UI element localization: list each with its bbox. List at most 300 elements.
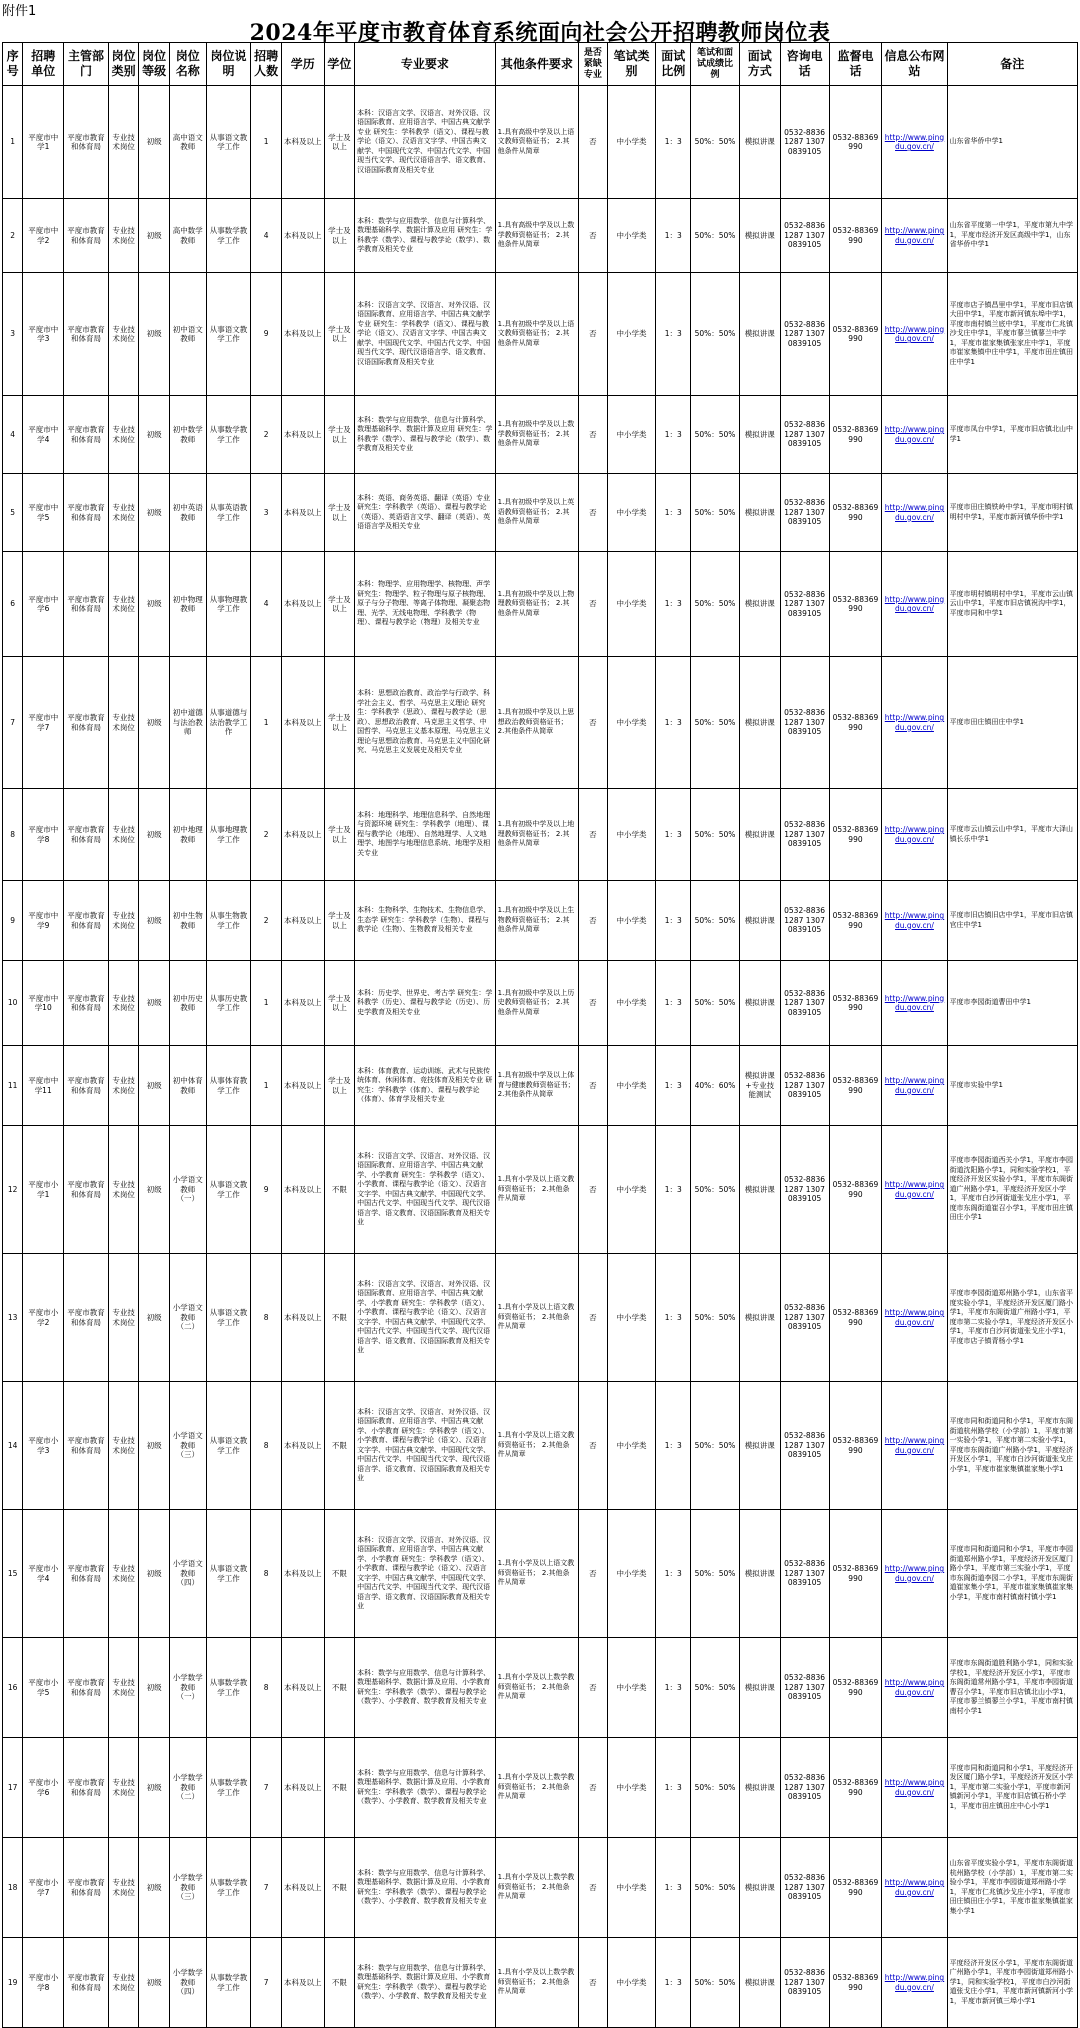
hire-count: 4 [251,552,282,657]
interview-mode: 模拟讲课 [739,86,780,199]
degree: 学士及以上 [324,1046,355,1126]
interview-mode: 模拟讲课 [739,273,780,396]
recruitment-table [2,42,1078,2028]
post-name: 高中语文教师 [169,86,206,199]
consult-phone: 0532-88361287 13070839105 [780,396,829,474]
supervise-phone: 0532-88369990 [829,273,882,396]
dept: 平度市教育和体育局 [64,789,109,881]
major-requirement: 本科：数学与应用数学、信息与计算科学、数理基础科学、数据计算及应用 研究生：学科教学（数学）、课程与教学论（数学）、数学教育及相关专业 [355,396,495,474]
scarce-major: 否 [579,657,608,789]
score-ratio: 50%：50% [691,474,740,552]
col-header: 监督电话 [829,43,882,86]
dept: 平度市教育和体育局 [64,1738,109,1838]
other-conditions: 1.具有初级中学及以上生物教师资格证书； 2.其他条件从简章 [495,881,578,961]
scarce-major: 否 [579,789,608,881]
interview-ratio: 1：3 [656,1638,691,1738]
supervise-phone: 0532-88369990 [829,789,882,881]
interview-mode: 模拟讲课 [739,552,780,657]
interview-ratio: 1：3 [656,273,691,396]
other-conditions: 1.具有高级中学及以上数学教师资格证书； 2.其他条件从简章 [495,199,578,273]
info-website[interactable]: http://www.pingdu.gov.cn/ [882,1382,947,1510]
score-ratio: 50%：50% [691,396,740,474]
col-header: 招聘人数 [251,43,282,86]
dept: 平度市教育和体育局 [64,1838,109,1938]
scarce-major: 否 [579,1838,608,1938]
hire-count: 3 [251,474,282,552]
scarce-major: 否 [579,199,608,273]
dept: 平度市教育和体育局 [64,1126,109,1254]
post-category: 专业技术岗位 [108,1510,139,1638]
interview-mode: 模拟讲课 [739,1738,780,1838]
hire-count: 7 [251,1738,282,1838]
post-desc: 从事体育教学工作 [206,1046,251,1126]
scarce-major: 否 [579,961,608,1046]
col-header: 是否紧缺专业 [579,43,608,86]
post-name: 小学数学教师（一） [169,1638,206,1738]
other-conditions: 1.具有小学及以上语文教师资格证书； 2.其他条件从简章 [495,1382,578,1510]
recruit-unit: 平度市小学6 [23,1738,64,1838]
info-website[interactable]: http://www.pingdu.gov.cn/ [882,396,947,474]
education: 本科及以上 [281,1126,324,1254]
remarks: 平度市旧店镇旧店中学1，平度市旧店镇官庄中学1 [947,881,1077,961]
major-requirement: 本科：思想政治教育、政治学与行政学、科学社会主义、哲学、马克思主义理论 研究生：学科教学（思政）、课程与教学论（思政）、思想政治教育、马克思主义哲学、中国哲学、马克思主义基本原理、马克思主义理论与思想政治教育、马克思主义中国化研究、马克思主义发展史及相关专业 [355,657,495,789]
post-category: 专业技术岗位 [108,789,139,881]
table-row [3,1046,1078,1126]
interview-ratio: 1：3 [656,1126,691,1254]
row-number: 10 [3,961,23,1046]
interview-mode: 模拟讲课 [739,1638,780,1738]
info-website[interactable]: http://www.pingdu.gov.cn/ [882,273,947,396]
post-name: 初中语文教师 [169,273,206,396]
consult-phone: 0532-88361287 13070839105 [780,1638,829,1738]
recruit-unit: 平度市小学3 [23,1382,64,1510]
consult-phone: 0532-88361287 13070839105 [780,1046,829,1126]
education: 本科及以上 [281,657,324,789]
info-website[interactable]: http://www.pingdu.gov.cn/ [882,1254,947,1382]
exam-type: 中小学类 [607,273,656,396]
major-requirement: 本科：数学与应用数学、信息与计算科学、数理基础科学、数据计算及应用 研究生：学科教学（数学）、课程与教学论（数学）、数学教育及相关专业 [355,199,495,273]
consult-phone: 0532-88361287 13070839105 [780,273,829,396]
scarce-major: 否 [579,1126,608,1254]
interview-ratio: 1：3 [656,1838,691,1938]
major-requirement: 本科：数学与应用数学、信息与计算科学、数理基础科学、数据计算及应用、小学教育 研究生：学科教学（数学）、课程与教学论（数学）、小学教育、数学教育及相关专业 [355,1638,495,1738]
scarce-major: 否 [579,1510,608,1638]
post-desc: 从事道德与法治教学工作 [206,657,251,789]
major-requirement: 本科：数学与应用数学、信息与计算科学、数理基础科学、数据计算及应用、小学教育 研究生：学科教学（数学）、课程与教学论（数学）、小学教育、数学教育及相关专业 [355,1938,495,2028]
exam-type: 中小学类 [607,961,656,1046]
consult-phone: 0532-88361287 13070839105 [780,789,829,881]
hire-count: 7 [251,1838,282,1938]
page-title: 2024年平度市教育体育系统面向社会公开招聘教师岗位表 [249,20,831,46]
exam-type: 中小学类 [607,1638,656,1738]
consult-phone: 0532-88361287 13070839105 [780,199,829,273]
remarks: 平度经济开发区小学1，平度市东阁街道广州路小学1，平度市李园街道郑州路小学1，同和实验学校1，平度市白沙河街道张戈庄小学1，平度市新河镇新河小学1，平度市新河镇三埠小学1 [947,1938,1077,2028]
supervise-phone: 0532-88369990 [829,657,882,789]
post-category: 专业技术岗位 [108,1738,139,1838]
info-website[interactable]: http://www.pingdu.gov.cn/ [882,1046,947,1126]
row-number: 1 [3,86,23,199]
interview-ratio: 1：3 [656,1254,691,1382]
hire-count: 8 [251,1382,282,1510]
col-header: 学位 [324,43,355,86]
col-header: 主管部门 [64,43,109,86]
major-requirement: 本科：数学与应用数学、信息与计算科学、数理基础科学、数据计算及应用、小学教育 研究生：学科教学（数学）、课程与教学论（数学）、小学教育、数学教育及相关专业 [355,1838,495,1938]
degree: 学士及以上 [324,552,355,657]
post-desc: 从事数学教学工作 [206,1738,251,1838]
post-name: 小学语文教师（四） [169,1510,206,1638]
other-conditions: 1.具有初级中学及以上历史教师资格证书； 2.其他条件从简章 [495,961,578,1046]
dept: 平度市教育和体育局 [64,396,109,474]
col-header: 序号 [3,43,23,86]
exam-type: 中小学类 [607,396,656,474]
interview-ratio: 1：3 [656,1938,691,2028]
other-conditions: 1.具有小学及以上数学教师资格证书； 2.其他条件从简章 [495,1638,578,1738]
score-ratio: 50%：50% [691,789,740,881]
recruit-unit: 平度市中学2 [23,199,64,273]
col-header: 学历 [281,43,324,86]
dept: 平度市教育和体育局 [64,199,109,273]
table-row [3,961,1078,1046]
scarce-major: 否 [579,1738,608,1838]
scarce-major: 否 [579,1046,608,1126]
post-level: 初级 [139,1838,170,1938]
major-requirement: 本科：汉语言文学、汉语言、对外汉语、汉语国际教育、应用语言学、中国古典文献学专业 研究生：学科教学（语文）、课程与教学论（语文）、汉语言文字学、中国古典文献学、中国现代文学、中国古代文学、中国现当代文学、现代汉语语言学、语文教育、汉语国际教育及相关专业 [355,86,495,199]
score-ratio: 50%：50% [691,552,740,657]
education: 本科及以上 [281,1254,324,1382]
post-category: 专业技术岗位 [108,1938,139,2028]
info-website[interactable]: http://www.pingdu.gov.cn/ [882,1126,947,1254]
education: 本科及以上 [281,1838,324,1938]
major-requirement: 本科：汉语言文学、汉语言、对外汉语、汉语国际教育、应用语言学、中国古典文献学、小学教育 研究生：学科教学（语文）、小学教育、课程与教学论（语文）、汉语言文字学、中国古典文献学、中国现代文学、中国古代文学、中国现当代文学、现代汉语语言学、语文教育、汉语国际教育及相关专业 [355,1510,495,1638]
education: 本科及以上 [281,1046,324,1126]
post-level: 初级 [139,1938,170,2028]
post-desc: 从事英语教学工作 [206,474,251,552]
scarce-major: 否 [579,273,608,396]
remarks: 平度市实验中学1 [947,1046,1077,1126]
row-number: 4 [3,396,23,474]
post-level: 初级 [139,1382,170,1510]
consult-phone: 0532-88361287 13070839105 [780,1254,829,1382]
info-website[interactable]: http://www.pingdu.gov.cn/ [882,789,947,881]
row-number: 14 [3,1382,23,1510]
remarks: 平度市李园街道曹田中学1 [947,961,1077,1046]
degree: 不限 [324,1510,355,1638]
scarce-major: 否 [579,1938,608,2028]
post-desc: 从事语文教学工作 [206,1254,251,1382]
post-desc: 从事地理教学工作 [206,789,251,881]
interview-mode: 模拟讲课 [739,961,780,1046]
degree: 学士及以上 [324,199,355,273]
info-website[interactable]: http://www.pingdu.gov.cn/ [882,961,947,1046]
consult-phone: 0532-88361287 13070839105 [780,1838,829,1938]
exam-type: 中小学类 [607,474,656,552]
table-row [3,1838,1078,1938]
major-requirement: 本科：汉语言文学、汉语言、对外汉语、汉语国际教育、应用语言学、中国古典文献学专业 研究生：学科教学（语文）、课程与教学论（语文）、汉语言文字学、中国古典文献学、中国现代文学、中国古代文学、中国现当代文学、现代汉语语言学、语文教育、汉语国际教育及相关专业 [355,273,495,396]
col-header: 岗位说明 [206,43,251,86]
table-row [3,881,1078,961]
dept: 平度市教育和体育局 [64,1046,109,1126]
exam-type: 中小学类 [607,657,656,789]
dept: 平度市教育和体育局 [64,657,109,789]
post-category: 专业技术岗位 [108,1638,139,1738]
exam-type: 中小学类 [607,1046,656,1126]
education: 本科及以上 [281,1738,324,1838]
post-name: 初中体育教师 [169,1046,206,1126]
supervise-phone: 0532-88369990 [829,396,882,474]
hire-count: 2 [251,396,282,474]
col-header: 岗位名称 [169,43,206,86]
score-ratio: 50%：50% [691,1254,740,1382]
education: 本科及以上 [281,552,324,657]
col-header: 岗位类别 [108,43,139,86]
score-ratio: 40%：60% [691,1046,740,1126]
dept: 平度市教育和体育局 [64,1254,109,1382]
major-requirement: 本科：地理科学、地理信息科学、自然地理与资源环境 研究生：学科教学（地理）、课程与教学论（地理）、自然地理学、人文地理学、地图学与地理信息系统、地理学及相关专业 [355,789,495,881]
supervise-phone: 0532-88369990 [829,1046,882,1126]
dept: 平度市教育和体育局 [64,552,109,657]
degree: 学士及以上 [324,961,355,1046]
score-ratio: 50%：50% [691,86,740,199]
info-website[interactable]: http://www.pingdu.gov.cn/ [882,474,947,552]
major-requirement: 本科：汉语言文学、汉语言、对外汉语、汉语国际教育、应用语言学、中国古典文献学、小学教育 研究生：学科教学（语文）、小学教育、课程与教学论（语文）、汉语言文字学、中国古典文献学、中国现代文学、中国古代文学、中国现当代文学、现代汉语语言学、语文教育、汉语国际教育及相关专业 [355,1382,495,1510]
interview-ratio: 1：3 [656,961,691,1046]
degree: 学士及以上 [324,86,355,199]
post-category: 专业技术岗位 [108,1126,139,1254]
post-name: 小学数学教师（三） [169,1838,206,1938]
remarks: 平度市明村镇明村中学1，平度市云山镇云山中学1，平度市旧店镇祝沟中学1，平度市同和中学1 [947,552,1077,657]
education: 本科及以上 [281,199,324,273]
consult-phone: 0532-88361287 13070839105 [780,1382,829,1510]
supervise-phone: 0532-88369990 [829,1638,882,1738]
info-website[interactable]: http://www.pingdu.gov.cn/ [882,1638,947,1738]
table-row [3,1254,1078,1382]
post-name: 初中数学教师 [169,396,206,474]
recruit-unit: 平度市中学7 [23,657,64,789]
supervise-phone: 0532-88369990 [829,1254,882,1382]
education: 本科及以上 [281,86,324,199]
post-level: 初级 [139,1738,170,1838]
table-row [3,1738,1078,1838]
post-desc: 从事数学教学工作 [206,1838,251,1938]
interview-ratio: 1：3 [656,474,691,552]
post-desc: 从事数学教学工作 [206,1938,251,2028]
other-conditions: 1.具有初级中学及以上语文教师资格证书； 2.其他条件从简章 [495,273,578,396]
post-name: 初中生物教师 [169,881,206,961]
supervise-phone: 0532-88369990 [829,86,882,199]
remarks: 山东省平度第一中学1，平度市第九中学1，平度市经济开发区高级中学1，山东省华侨中学1 [947,199,1077,273]
score-ratio: 50%：50% [691,961,740,1046]
supervise-phone: 0532-88369990 [829,1382,882,1510]
attachment-label: 附件1 [2,4,37,19]
post-category: 专业技术岗位 [108,273,139,396]
table-row [3,657,1078,789]
post-level: 初级 [139,789,170,881]
info-website[interactable]: http://www.pingdu.gov.cn/ [882,881,947,961]
interview-mode: 模拟讲课 [739,1126,780,1254]
post-desc: 从事生物教学工作 [206,881,251,961]
info-website[interactable]: http://www.pingdu.gov.cn/ [882,199,947,273]
score-ratio: 50%：50% [691,199,740,273]
post-category: 专业技术岗位 [108,961,139,1046]
table-row [3,474,1078,552]
post-name: 初中物理教师 [169,552,206,657]
interview-ratio: 1：3 [656,552,691,657]
post-name: 小学语文教师（二） [169,1254,206,1382]
interview-mode: 模拟讲课+专业技能测试 [739,1046,780,1126]
other-conditions: 1.具有小学及以上语文教师资格证书； 2.其他条件从简章 [495,1254,578,1382]
score-ratio: 50%：50% [691,657,740,789]
remarks: 平度市同和街道同和小学1，平度经济开发区厦门路小学1，平度经济开发区小学1，平度市第二实验小学1，平度市新河镇新河小学1，平度市旧店镇石桥小学1，平度市田庄镇田庄中心小学1 [947,1738,1077,1838]
recruit-unit: 平度市小学5 [23,1638,64,1738]
post-name: 初中历史教师 [169,961,206,1046]
major-requirement: 本科：体育教育、运动训练、武术与民族传统体育、休闲体育、竞技体育及相关专业 研究生：学科教学（体育）、课程与教学论（体育）、体育学及相关专业 [355,1046,495,1126]
score-ratio: 50%：50% [691,1510,740,1638]
score-ratio: 50%：50% [691,1838,740,1938]
score-ratio: 50%：50% [691,1638,740,1738]
recruit-unit: 平度市小学7 [23,1838,64,1938]
scarce-major: 否 [579,1382,608,1510]
post-desc: 从事语文教学工作 [206,86,251,199]
major-requirement: 本科：汉语言文学、汉语言、对外汉语、汉语国际教育、应用语言学、中国古典文献学、小学教育 研究生：学科教学（语文）、小学教育、课程与教学论（语文）、汉语言文字学、中国古典文献学、中国现代文学、中国古代文学、中国现当代文学、现代汉语语言学、语文教育、汉语国际教育及相关专业 [355,1254,495,1382]
info-website[interactable]: http://www.pingdu.gov.cn/ [882,1510,947,1638]
row-number: 12 [3,1126,23,1254]
consult-phone: 0532-88361287 13070839105 [780,1126,829,1254]
degree: 学士及以上 [324,657,355,789]
post-name: 初中英语教师 [169,474,206,552]
other-conditions: 1.具有初级中学及以上物理教师资格证书； 2.其他条件从简章 [495,552,578,657]
recruit-unit: 平度市小学1 [23,1126,64,1254]
recruit-unit: 平度市中学5 [23,474,64,552]
dept: 平度市教育和体育局 [64,474,109,552]
post-category: 专业技术岗位 [108,1838,139,1938]
remarks: 平度市同和街道同和小学1，平度市东阁街道杭州路学校（小学部）1，平度市第一实验小学1，平度市第二实验小学1，平度市东阁街道广州路小学1，平度经济开发区小学1，平度市白沙河街道张戈庄小学1，平度市崔家集镇崔家集小学1 [947,1382,1077,1510]
interview-mode: 模拟讲课 [739,1510,780,1638]
info-website[interactable]: http://www.pingdu.gov.cn/ [882,86,947,199]
info-website[interactable]: http://www.pingdu.gov.cn/ [882,552,947,657]
major-requirement: 本科：物理学、应用物理学、核物理、声学 研究生：物理学、粒子物理与原子核物理、原子与分子物理、等离子体物理、凝聚态物理、光学、无线电物理、学科教学（物理）、课程与教学论（物理）及相关专业 [355,552,495,657]
post-level: 初级 [139,396,170,474]
table-row [3,789,1078,881]
supervise-phone: 0532-88369990 [829,961,882,1046]
score-ratio: 50%：50% [691,1382,740,1510]
consult-phone: 0532-88361287 13070839105 [780,1510,829,1638]
post-category: 专业技术岗位 [108,1046,139,1126]
post-name: 小学语文教师（三） [169,1382,206,1510]
other-conditions: 1.具有小学及以上语文教师资格证书； 2.其他条件从简章 [495,1510,578,1638]
info-website[interactable]: http://www.pingdu.gov.cn/ [882,657,947,789]
exam-type: 中小学类 [607,1382,656,1510]
post-desc: 从事语文教学工作 [206,273,251,396]
post-category: 专业技术岗位 [108,881,139,961]
dept: 平度市教育和体育局 [64,1382,109,1510]
col-header: 招聘单位 [23,43,64,86]
table-row [3,1638,1078,1738]
post-category: 专业技术岗位 [108,199,139,273]
info-website[interactable]: http://www.pingdu.gov.cn/ [882,1938,947,2028]
interview-mode: 模拟讲课 [739,396,780,474]
post-desc: 从事语文教学工作 [206,1510,251,1638]
post-desc: 从事语文教学工作 [206,1382,251,1510]
interview-ratio: 1：3 [656,1382,691,1510]
major-requirement: 本科：汉语言文学、汉语言、对外汉语、汉语国际教育、应用语言学、中国古典文献学、小学教育 研究生：学科教学（语文）、小学教育、课程与教学论（语文）、汉语言文字学、中国古典文献学、中国现代文学、中国古代文学、中国现当代文学、现代汉语语言学、语文教育、汉语国际教育及相关专业 [355,1126,495,1254]
hire-count: 7 [251,1938,282,2028]
row-number: 16 [3,1638,23,1738]
post-level: 初级 [139,1046,170,1126]
col-header: 笔试类别 [607,43,656,86]
post-level: 初级 [139,1510,170,1638]
exam-type: 中小学类 [607,1126,656,1254]
interview-mode: 模拟讲课 [739,881,780,961]
dept: 平度市教育和体育局 [64,273,109,396]
consult-phone: 0532-88361287 13070839105 [780,961,829,1046]
post-level: 初级 [139,552,170,657]
consult-phone: 0532-88361287 13070839105 [780,1938,829,2028]
degree: 学士及以上 [324,789,355,881]
supervise-phone: 0532-88369990 [829,881,882,961]
degree: 不限 [324,1382,355,1510]
remarks: 平度市东阁街道胜利路小学1，同和实验学校1，平度经济开发区小学1，平度市东阁街道常州路小学1，平度市李园街道曹召小学1，平度市旧店镇北山小学1，平度市蓼兰镇蓼兰小学1，平度市南村镇南村小学1 [947,1638,1077,1738]
supervise-phone: 0532-88369990 [829,474,882,552]
degree: 不限 [324,1254,355,1382]
degree: 不限 [324,1638,355,1738]
other-conditions: 1.具有初级中学及以上思想政治教师资格证书； 2.其他条件从简章 [495,657,578,789]
scarce-major: 否 [579,396,608,474]
other-conditions: 1.具有小学及以上数学教师资格证书； 2.其他条件从简章 [495,1838,578,1938]
info-website[interactable]: http://www.pingdu.gov.cn/ [882,1738,947,1838]
row-number: 11 [3,1046,23,1126]
dept: 平度市教育和体育局 [64,1938,109,2028]
remarks: 山东省华侨中学1 [947,86,1077,199]
consult-phone: 0532-88361287 13070839105 [780,474,829,552]
score-ratio: 50%：50% [691,1126,740,1254]
row-number: 17 [3,1738,23,1838]
post-name: 小学数学教师（二） [169,1738,206,1838]
row-number: 18 [3,1838,23,1938]
row-number: 8 [3,789,23,881]
interview-mode: 模拟讲课 [739,199,780,273]
col-header: 咨询电话 [780,43,829,86]
score-ratio: 50%：50% [691,273,740,396]
row-number: 5 [3,474,23,552]
remarks: 平度市李园街道西关小学1，平度市李园街道沈阳路小学1，同和实验学校1，平度经济开发区实验小学1，平度市东阁街道广州路小学1，平度经济开发区小学1，平度市白沙河街道张戈庄小学1，平度市东阁街道崔召小学1，平度市田庄镇田庄小学1 [947,1126,1077,1254]
exam-type: 中小学类 [607,552,656,657]
remarks: 平度市同和街道同和小学1，平度市李园街道郑州路小学1，平度经济开发区厦门路小学1，平度市第三实验小学1，平度市东阁街道李园二小学1，平度市东阁街道崔家集小学1，平度市崔家集镇崔家集小学1，平度市南村镇南村镇小学1 [947,1510,1077,1638]
recruit-unit: 平度市小学2 [23,1254,64,1382]
hire-count: 1 [251,1046,282,1126]
education: 本科及以上 [281,273,324,396]
post-desc: 从事历史教学工作 [206,961,251,1046]
hire-count: 1 [251,86,282,199]
degree: 不限 [324,1938,355,2028]
table-row [3,199,1078,273]
interview-ratio: 1：3 [656,396,691,474]
major-requirement: 本科：生物科学、生物技术、生物信息学、生态学 研究生：学科教学（生物）、课程与教学论（生物）、生物教育及相关专业 [355,881,495,961]
post-level: 初级 [139,199,170,273]
exam-type: 中小学类 [607,1510,656,1638]
post-level: 初级 [139,657,170,789]
post-category: 专业技术岗位 [108,474,139,552]
hire-count: 8 [251,1254,282,1382]
consult-phone: 0532-88361287 13070839105 [780,657,829,789]
post-category: 专业技术岗位 [108,657,139,789]
hire-count: 1 [251,657,282,789]
info-website[interactable]: http://www.pingdu.gov.cn/ [882,1838,947,1938]
other-conditions: 1.具有初级中学及以上体育与健康教师资格证书； 2.其他条件从简章 [495,1046,578,1126]
score-ratio: 50%：50% [691,1938,740,2028]
interview-ratio: 1：3 [656,1046,691,1126]
consult-phone: 0532-88361287 13070839105 [780,881,829,961]
supervise-phone: 0532-88369990 [829,552,882,657]
